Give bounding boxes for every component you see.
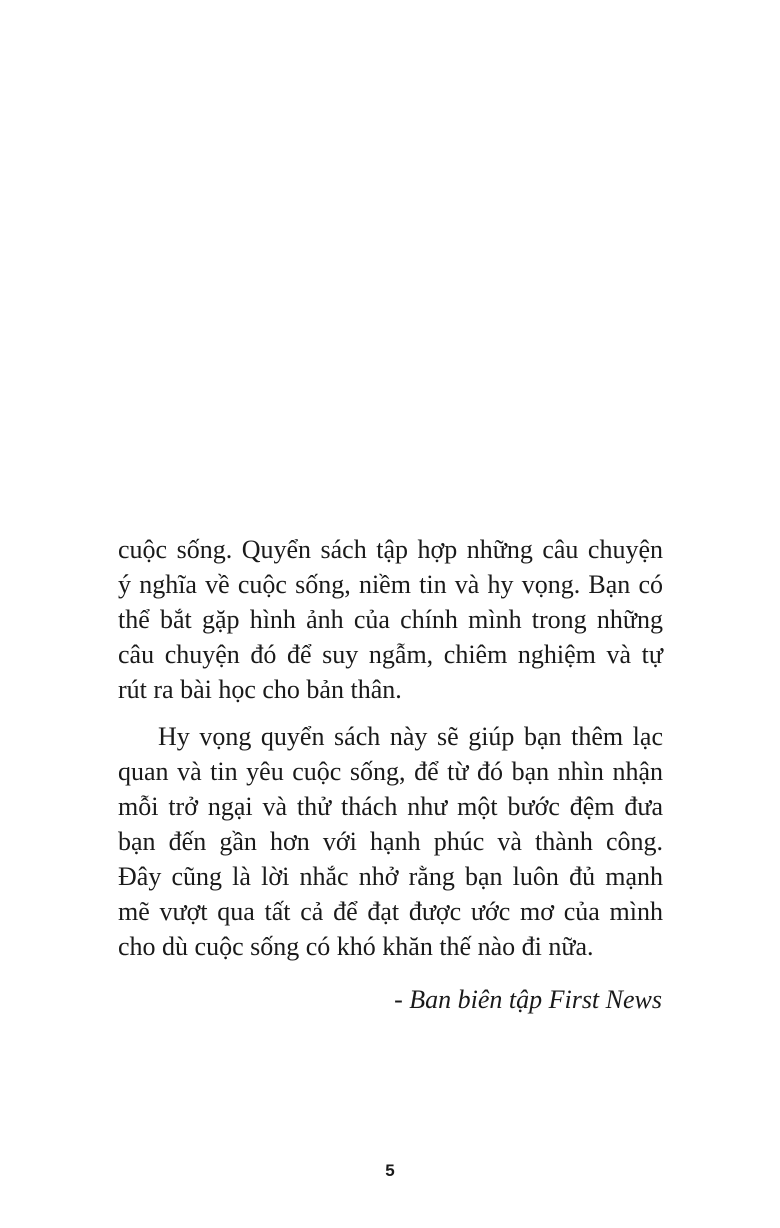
paragraph-spacer (118, 707, 663, 719)
paragraph-line: Đây cũng là lời nhắc nhở rằng bạn luôn đủ mạnh (118, 862, 663, 891)
paragraph-line: mẽ vượt qua tất cả để đạt được ước mơ của mình (118, 897, 663, 926)
paragraph-line: bạn đến gần hơn với hạnh phúc và thành công. (118, 827, 663, 856)
paragraph-2 (118, 719, 663, 964)
paragraph-line: mỗi trở ngại và thử thách như một bước đệm đưa (118, 792, 663, 821)
paragraph-line: cuộc sống. Quyển sách tập hợp những câu chuyện (118, 535, 663, 564)
paragraph-line: quan và tin yêu cuộc sống, để từ đó bạn nhìn nhận (118, 757, 663, 786)
page-number: 5 (385, 1161, 395, 1180)
paragraph-line: ý nghĩa về cuộc sống, niềm tin và hy vọng. Bạn có (118, 570, 663, 599)
paragraph-line: rút ra bài học cho bản thân. (118, 675, 402, 704)
body-text (118, 532, 663, 964)
signature: - Ban biên tập First News (394, 985, 662, 1014)
paragraph-line: câu chuyện đó để suy ngẫm, chiêm nghiệm và tự (118, 640, 663, 669)
paragraph-1 (118, 532, 663, 707)
paragraph-line: thể bắt gặp hình ảnh của chính mình trong những (118, 605, 663, 634)
paragraph-line: cho dù cuộc sống có khó khăn thế nào đi nữa. (118, 932, 594, 961)
paragraph-line: Hy vọng quyển sách này sẽ giúp bạn thêm lạc (158, 722, 663, 751)
